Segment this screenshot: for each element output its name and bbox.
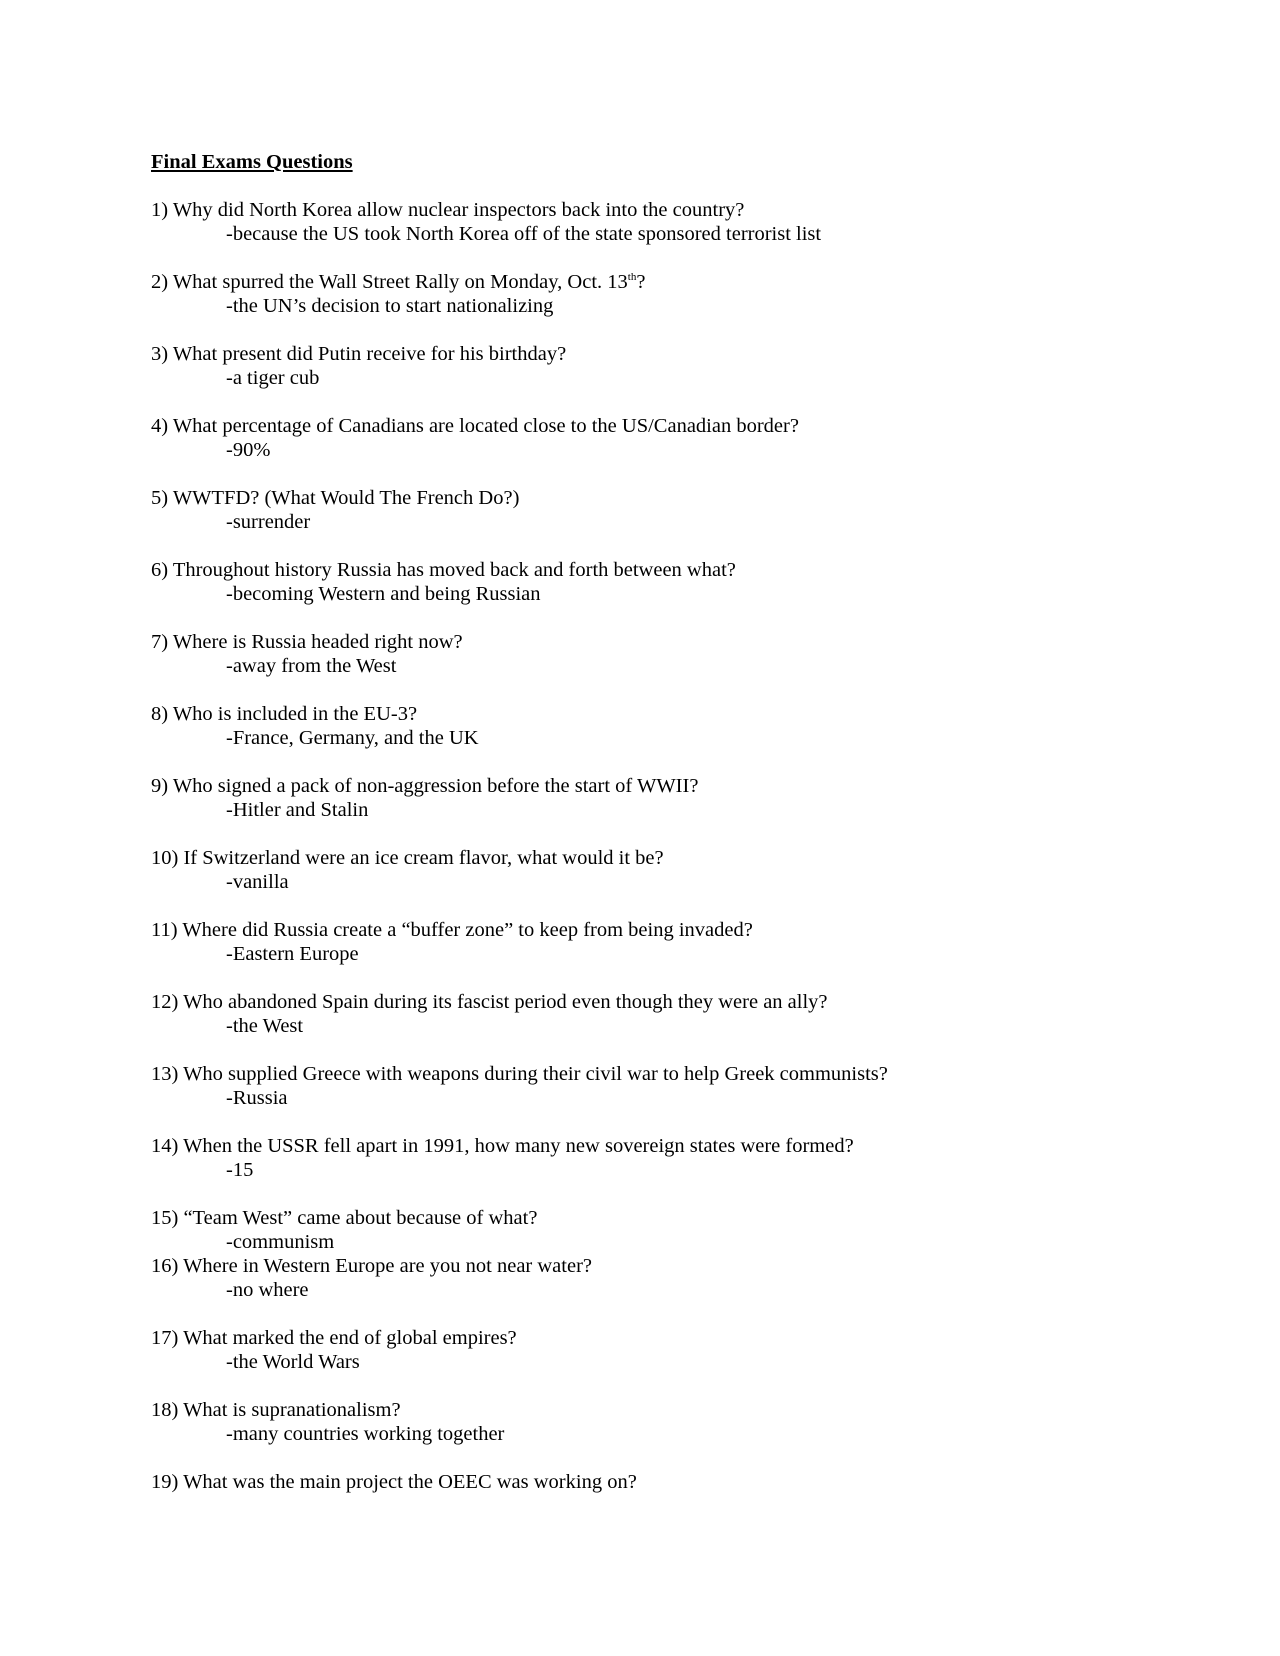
- answer: -away from the West: [226, 655, 397, 677]
- answer: -surrender: [226, 511, 311, 533]
- answer: -because the US took North Korea off of the state sponsored terrorist list: [226, 223, 822, 245]
- qa-item-3: [151, 342, 1151, 390]
- answer: -Eastern Europe: [226, 943, 359, 965]
- question: 16) Where in Western Europe are you not near water?: [151, 1255, 593, 1277]
- question: 15) “Team West” came about because of what?: [151, 1207, 538, 1229]
- question: 1) Why did North Korea allow nuclear inspectors back into the country?: [151, 199, 745, 221]
- qa-item-11: [151, 918, 1151, 966]
- answer: -the West: [226, 1015, 304, 1037]
- qa-item-16: [151, 1254, 1151, 1302]
- answer: -vanilla: [226, 871, 289, 893]
- question: 10) If Switzerland were an ice cream flavor, what would it be?: [151, 847, 664, 869]
- qa-item-15: [151, 1206, 1151, 1254]
- question: 9) Who signed a pack of non-aggression before the start of WWII?: [151, 775, 699, 797]
- ordinal-suffix: th: [627, 271, 637, 283]
- answer: -becoming Western and being Russian: [226, 583, 541, 605]
- qa-item-9: [151, 774, 1151, 822]
- qa-item-1: [151, 198, 1151, 246]
- question: 13) Who supplied Greece with weapons during their civil war to help Greek communists?: [151, 1063, 888, 1085]
- question: 14) When the USSR fell apart in 1991, how many new sovereign states were formed?: [151, 1135, 854, 1157]
- answer: -Russia: [226, 1087, 288, 1109]
- answer: -France, Germany, and the UK: [226, 727, 479, 749]
- answer: -Hitler and Stalin: [226, 799, 369, 821]
- question: 18) What is supranationalism?: [151, 1399, 401, 1421]
- qa-item-5: [151, 486, 1151, 534]
- question: 12) Who abandoned Spain during its fascist period even though they were an ally?: [151, 991, 828, 1013]
- answer: -no where: [226, 1279, 309, 1301]
- answer: -communism: [226, 1231, 335, 1253]
- question: 6) Throughout history Russia has moved back and forth between what?: [151, 559, 736, 581]
- qa-item-2: [151, 270, 1151, 318]
- answer: -15: [226, 1159, 254, 1181]
- qa-item-12: [151, 990, 1151, 1038]
- page-title: Final Exams Questions: [151, 151, 353, 173]
- answer: -a tiger cub: [226, 367, 320, 389]
- question: 5) WWTFD? (What Would The French Do?): [151, 487, 520, 509]
- question: 8) Who is included in the EU-3?: [151, 703, 418, 725]
- document-body: [151, 150, 1151, 1494]
- qa-item-17: [151, 1326, 1151, 1374]
- qa-item-8: [151, 702, 1151, 750]
- question: 11) Where did Russia create a “buffer zone” to keep from being invaded?: [151, 919, 753, 941]
- question: 17) What marked the end of global empires?: [151, 1327, 517, 1349]
- answer: -many countries working together: [226, 1423, 505, 1445]
- qa-item-13: [151, 1062, 1151, 1110]
- question-mark: ?: [636, 271, 646, 293]
- qa-item-19: [151, 1470, 1151, 1494]
- question: 3) What present did Putin receive for his birthday?: [151, 343, 567, 365]
- qa-item-10: [151, 846, 1151, 894]
- qa-item-14: [151, 1134, 1151, 1182]
- qa-item-7: [151, 630, 1151, 678]
- question: [151, 270, 1151, 294]
- answer: -90%: [226, 439, 271, 461]
- answer: -the World Wars: [226, 1351, 360, 1373]
- qa-item-4: [151, 414, 1151, 462]
- qa-item-18: [151, 1398, 1151, 1446]
- question: 7) Where is Russia headed right now?: [151, 631, 463, 653]
- qa-item-6: [151, 558, 1151, 606]
- question: 4) What percentage of Canadians are located close to the US/Canadian border?: [151, 415, 799, 437]
- question: 19) What was the main project the OEEC was working on?: [151, 1471, 637, 1493]
- answer: -the UN’s decision to start nationalizing: [226, 295, 554, 317]
- question-text: 2) What spurred the Wall Street Rally on Monday, Oct. 13: [151, 271, 628, 293]
